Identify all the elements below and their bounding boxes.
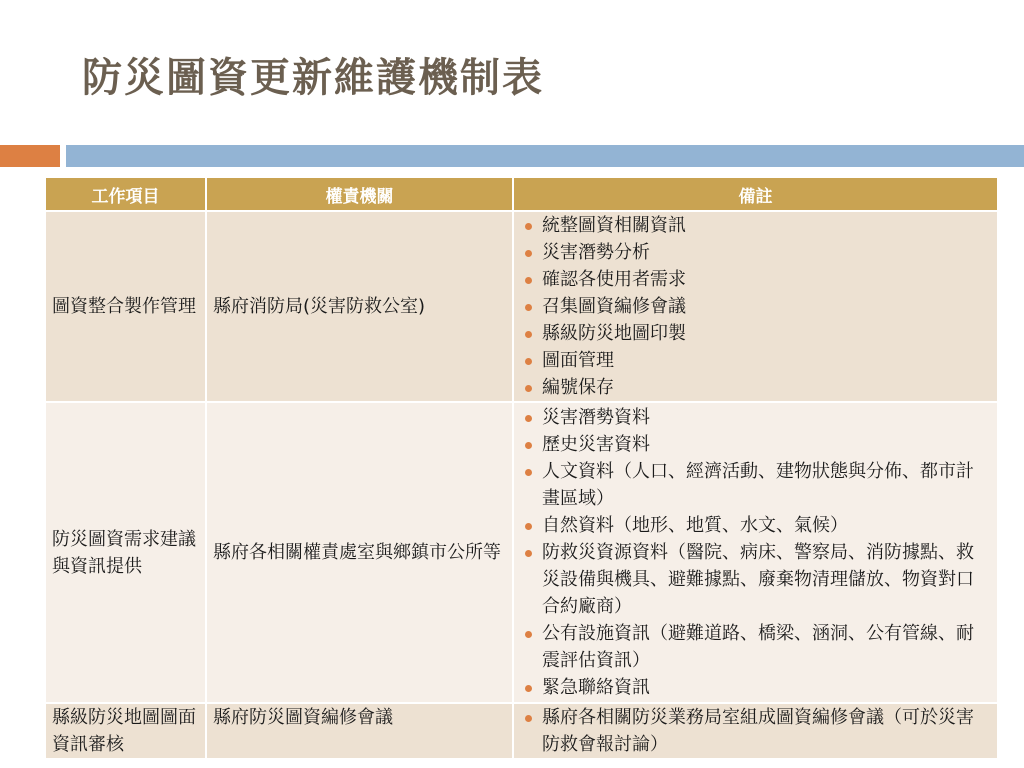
cell-notes — [513, 211, 998, 402]
list-item: 公有設施資訊（避難道路、橋梁、涵洞、公有管線、耐震評估資訊） — [520, 620, 991, 674]
cell-authority: 縣府各相關權責處室與鄉鎮市公所等 — [206, 402, 513, 703]
cell-work-item: 圖資整合製作管理 — [45, 211, 206, 402]
list-item: 縣府各相關防災業務局室組成圖資編修會議（可於災害防救會報討論） — [520, 704, 991, 758]
maintenance-table — [44, 176, 999, 760]
list-item: 編號保存 — [520, 374, 991, 401]
list-item: 人文資料（人口、經濟活動、建物狀態與分佈、都市計畫區域） — [520, 458, 991, 512]
slide-title: 防災圖資更新維護機制表 — [82, 55, 544, 101]
list-item: 災害潛勢分析 — [520, 239, 991, 266]
table-row — [45, 402, 998, 703]
list-item: 自然資料（地形、地質、水文、氣候） — [520, 512, 991, 539]
table-row — [45, 211, 998, 402]
list-item: 災害潛勢資料 — [520, 404, 991, 431]
list-item: 確認各使用者需求 — [520, 266, 991, 293]
list-item: 召集圖資編修會議 — [520, 293, 991, 320]
cell-authority: 縣府防災圖資編修會議 — [206, 703, 513, 759]
accent-band-orange — [0, 145, 60, 167]
list-item: 防救災資源資料（醫院、病床、警察局、消防據點、救災設備與機具、避難據點、廢棄物清理儲放、物資對口合約廠商） — [520, 539, 991, 620]
header-notes: 備註 — [513, 177, 998, 211]
notes-list — [520, 404, 991, 701]
table-row — [45, 703, 998, 759]
cell-authority: 縣府消防局(災害防救公室) — [206, 211, 513, 402]
notes-list — [520, 212, 991, 401]
header-authority: 權責機關 — [206, 177, 513, 211]
cell-notes — [513, 703, 998, 759]
accent-band-blue — [66, 145, 1024, 167]
cell-work-item: 縣級防災地圖圖面資訊審核 — [45, 703, 206, 759]
list-item: 圖面管理 — [520, 347, 991, 374]
table-header-row — [45, 177, 998, 211]
cell-notes — [513, 402, 998, 703]
list-item: 緊急聯絡資訊 — [520, 674, 991, 701]
list-item: 歷史災害資料 — [520, 431, 991, 458]
notes-list — [520, 704, 991, 758]
list-item: 統整圖資相關資訊 — [520, 212, 991, 239]
header-work-item: 工作項目 — [45, 177, 206, 211]
cell-work-item: 防災圖資需求建議與資訊提供 — [45, 402, 206, 703]
list-item: 縣級防災地圖印製 — [520, 320, 991, 347]
